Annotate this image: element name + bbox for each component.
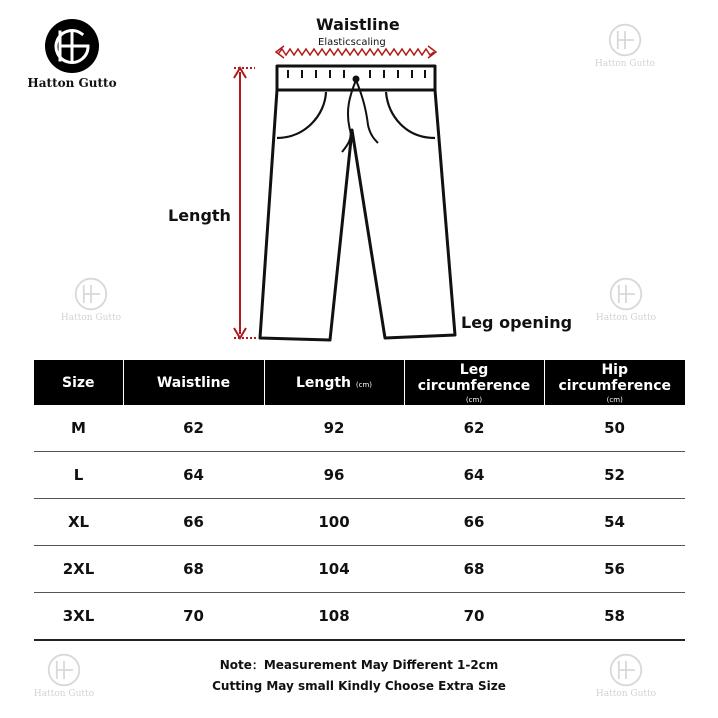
length-label: Length bbox=[168, 206, 231, 225]
cell-size: M bbox=[34, 405, 123, 452]
cell-waistline: 68 bbox=[123, 546, 264, 593]
cell-hip: 58 bbox=[544, 593, 685, 641]
cell-length: 92 bbox=[264, 405, 404, 452]
cell-size: 3XL bbox=[34, 593, 123, 641]
leg-opening-label: Leg opening bbox=[461, 313, 573, 332]
pants-outline bbox=[260, 66, 455, 340]
cell-leg: 66 bbox=[404, 499, 544, 546]
header-waistline: Waistline bbox=[123, 360, 264, 405]
header-hip bbox=[544, 360, 685, 405]
brand-name: Hatton Gutto bbox=[27, 76, 117, 90]
table-row bbox=[34, 405, 685, 452]
header-hip-label: Hip circumference bbox=[558, 361, 672, 394]
note-line-1: Note：Measurement May Different 1-2cm bbox=[219, 658, 499, 672]
cell-leg: 68 bbox=[404, 546, 544, 593]
cell-waistline: 70 bbox=[123, 593, 264, 641]
cell-waistline: 64 bbox=[123, 452, 264, 499]
cell-size: L bbox=[34, 452, 123, 499]
note-line-2: Cutting May small Kindly Choose Extra Size bbox=[212, 679, 506, 693]
cell-length: 104 bbox=[264, 546, 404, 593]
cell-leg: 62 bbox=[404, 405, 544, 452]
cell-length: 96 bbox=[264, 452, 404, 499]
cell-size: XL bbox=[34, 499, 123, 546]
table-header-row bbox=[34, 360, 685, 405]
header-leg bbox=[404, 360, 544, 405]
cell-waistline: 62 bbox=[123, 405, 264, 452]
header-hip-unit: (cm) bbox=[606, 395, 623, 404]
size-table bbox=[34, 360, 685, 641]
header-length bbox=[264, 360, 404, 405]
watermark: Hatton Gutto bbox=[585, 22, 665, 69]
watermark: Hatton Gutto bbox=[586, 652, 666, 699]
header-size: Size bbox=[34, 360, 123, 405]
table-row bbox=[34, 593, 685, 641]
watermark: Hatton Gutto bbox=[51, 276, 131, 323]
waistline-label: Waistline bbox=[316, 15, 400, 34]
header-leg-unit: (cm) bbox=[465, 395, 483, 404]
cell-hip: 50 bbox=[544, 405, 685, 452]
cell-length: 100 bbox=[264, 499, 404, 546]
cell-hip: 52 bbox=[544, 452, 685, 499]
cell-waistline: 66 bbox=[123, 499, 264, 546]
table-row bbox=[34, 499, 685, 546]
length-arrow bbox=[234, 68, 258, 338]
cell-leg: 64 bbox=[404, 452, 544, 499]
watermark: Hatton Gutto bbox=[24, 652, 104, 699]
header-length-label: Length bbox=[295, 374, 352, 391]
cell-size: 2XL bbox=[34, 546, 123, 593]
header-leg-label: Leg circumference bbox=[417, 361, 531, 394]
header-length-unit: (cm) bbox=[355, 380, 373, 389]
cell-leg: 70 bbox=[404, 593, 544, 641]
table-row bbox=[34, 546, 685, 593]
cell-hip: 56 bbox=[544, 546, 685, 593]
table-row bbox=[34, 452, 685, 499]
waistline-note: Elasticscaling bbox=[318, 37, 386, 48]
cell-hip: 54 bbox=[544, 499, 685, 546]
cell-length: 108 bbox=[264, 593, 404, 641]
watermark: Hatton Gutto bbox=[586, 276, 666, 323]
